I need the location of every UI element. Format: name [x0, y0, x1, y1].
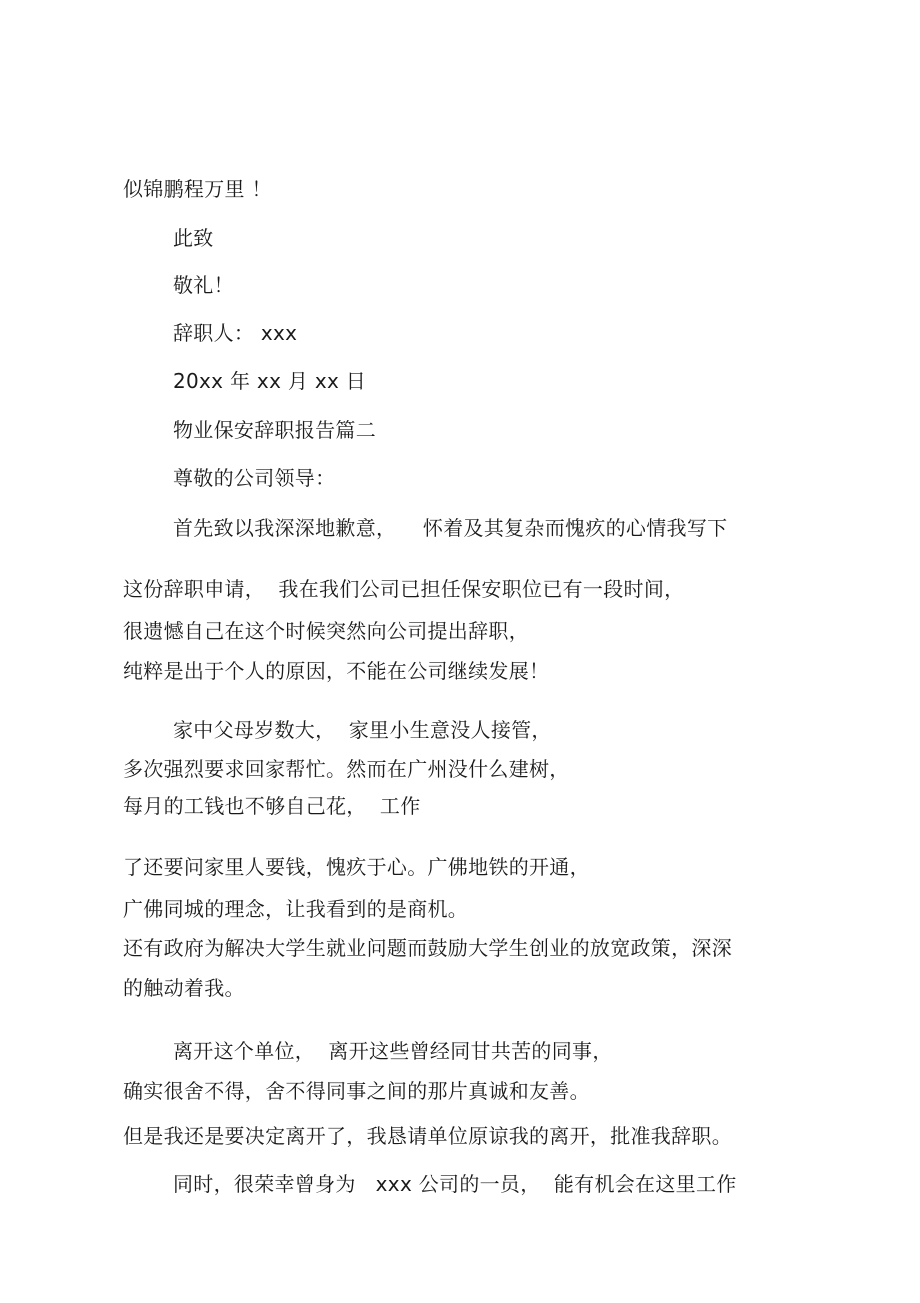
greeting-line: 尊敬的公司领导：	[173, 466, 336, 490]
salutation-cizhi: 此致	[173, 226, 214, 250]
paragraph-line: 同时，很荣幸曾身为 xxx 公司的一员， 能有机会在这里工作	[173, 1172, 737, 1196]
signer-line: 辞职人： xxx	[173, 321, 298, 345]
paragraph-line: 广佛同城的理念，让我看到的是商机。	[123, 897, 469, 921]
section-title: 物业保安辞职报告篇二	[173, 418, 376, 442]
paragraph-line: 离开这个单位， 离开这些曾经同甘共苦的同事，	[173, 1039, 613, 1063]
paragraph-line: 很遗憾自己在这个时候突然向公司提出辞职，	[123, 619, 529, 643]
paragraph-line: 了还要问家里人要钱，愧疚于心。广佛地铁的开通，	[123, 855, 590, 879]
date-line: 20xx 年 xx 月 xx 日	[173, 369, 367, 393]
paragraph-line: 的触动着我。	[123, 976, 245, 1000]
paragraph-line: 纯粹是出于个人的原因，不能在公司继续发展！	[123, 659, 550, 683]
paragraph-line: 但是我还是要决定离开了，我恳请单位原谅我的离开，批准我辞职。	[123, 1124, 732, 1148]
paragraph-line: 还有政府为解决大学生就业问题而鼓励大学生创业的放宽政策，深深	[123, 936, 732, 960]
paragraph-line: 多次强烈要求回家帮忙。然而在广州没什么建树，	[123, 757, 570, 781]
paragraph-line: 每月的工钱也不够自己花， 工作	[123, 794, 421, 818]
paragraph-line: 家中父母岁数大， 家里小生意没人接管，	[173, 718, 552, 742]
paragraph-line: 这份辞职申请， 我在我们公司已担任保安职位已有一段时间，	[123, 577, 685, 601]
salutation-jingli: 敬礼！	[173, 273, 234, 297]
paragraph-line: 确实很舍不得，舍不得同事之间的那片真诚和友善。	[123, 1079, 590, 1103]
closing-wish-line: 似锦鹏程万里 ！	[123, 177, 272, 201]
paragraph-line: 首先致以我深深地歉意， 怀着及其复杂而愧疚的心情我写下	[173, 516, 728, 540]
